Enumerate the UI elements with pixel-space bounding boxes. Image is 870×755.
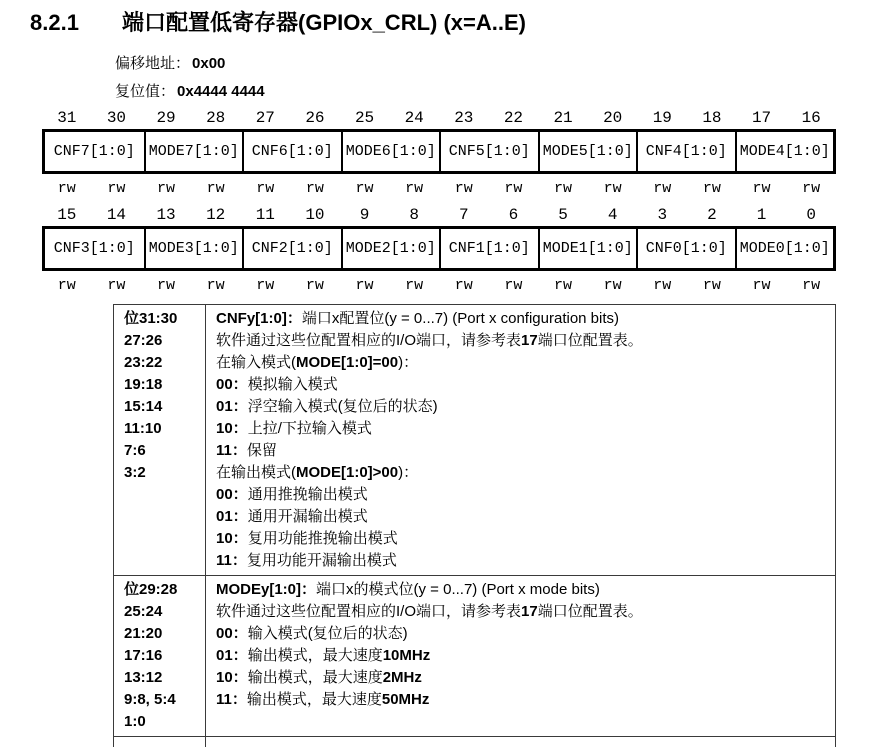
field-title-line [216,579,825,601]
section-heading [30,9,870,37]
offset-address-label: 偏移地址： [115,55,191,72]
text-segment: 2MHz [382,669,422,686]
description-line [216,418,825,440]
description-row [114,575,835,736]
register-bit-diagram [42,109,836,294]
text-segment: 端口位配置表。 [537,603,643,620]
text-segment: )： [398,464,419,481]
bit-field-cell: MODE2[1:0] [341,229,440,268]
bit-number: 5 [558,206,568,224]
text-segment: 01： [216,508,248,525]
field-name: CNFy[1:0]： [216,310,302,327]
bit-description-table [113,304,836,737]
access-type: rw [405,180,424,197]
access-type: rw [256,180,275,197]
text-segment: 输出模式，最大速度 [246,691,382,708]
bit-number: 29 [156,109,176,127]
text-segment: 00： [216,625,248,642]
bit-range-line: 3:2 [124,464,146,481]
bit-number: 17 [751,109,772,127]
bit-number: 22 [503,109,524,127]
bit-field-cell: MODE6[1:0] [341,132,440,171]
bit-range-line: 15:14 [124,398,163,415]
access-type: rw [405,277,424,294]
text-segment: 复用功能开漏输出模式 [246,552,397,569]
bit-number: 16 [801,109,821,127]
text-segment: 01： [216,398,248,415]
bit-number: 30 [106,109,127,127]
access-type: rw [107,277,126,294]
bit-range-line: 位31:30 [124,310,178,327]
bit-range-line: 21:20 [124,625,163,642]
text-segment: 浮空输入模式(复位后的状态) [247,398,438,415]
text-segment: 模拟输入模式 [247,376,338,393]
register-row-high [42,109,836,197]
text-segment: 在输出模式( [216,464,296,481]
bit-range-line: 7:6 [124,442,146,459]
text-segment: 软件通过这些位配置相应的I/O端口，请参考表 [216,603,522,620]
bit-number: 27 [255,109,275,127]
access-type: rw [256,277,275,294]
description-line [216,484,825,506]
access-type: rw [157,180,176,197]
access-type: rw [554,180,573,197]
bit-number: 1 [756,206,767,224]
bit-number: 28 [206,109,226,127]
access-type: rw [206,277,225,294]
description-line [216,374,825,396]
text-segment: 17 [521,603,538,620]
bit-number: 24 [404,109,424,127]
bit-range-line: 27:26 [124,332,163,349]
bit-number: 26 [305,109,325,127]
bit-number: 15 [57,206,77,224]
access-type: rw [603,277,622,294]
bit-number: 14 [106,206,127,224]
register-row-low [42,206,836,294]
bit-number: 19 [652,109,672,127]
description-line [216,689,825,711]
text-segment: 50MHz [381,691,430,708]
text-segment: 输入模式(复位后的状态) [247,625,408,642]
bit-field-cell: CNF3[1:0] [53,240,135,257]
text-segment: )： [398,354,419,371]
access-type: rw [802,180,821,197]
access-type: rw [355,277,374,294]
bit-range-line: 19:18 [124,376,163,393]
text-segment: 10： [216,530,248,547]
bit-range-cell [114,576,206,736]
bit-number: 6 [508,206,519,224]
text-segment: 00： [216,486,248,503]
access-type: rw [802,277,821,294]
text-segment: 复用功能推挽输出模式 [247,530,398,547]
bit-number: 31 [57,109,77,127]
access-type: rw [653,180,672,197]
offset-address-value: 0x00 [192,55,226,72]
access-types-row [42,181,836,197]
access-type: rw [454,277,473,294]
bit-range-line: 1:0 [124,713,146,730]
field-title: 端口x的模式位(y = 0...7) (Port x mode bits) [316,581,600,598]
bit-range-line: 11:10 [124,420,162,437]
field-description-cell [206,576,835,736]
bit-field-cell: CNF1[1:0] [439,229,538,268]
bit-field-cell: MODE3[1:0] [144,229,243,268]
bit-field-cell: MODE0[1:0] [735,229,834,268]
bit-field-cell: CNF0[1:0] [636,229,735,268]
access-type: rw [157,277,176,294]
text-segment: 17 [521,332,538,349]
access-type: rw [107,180,126,197]
bit-field-cell: MODE4[1:0] [735,132,834,171]
text-segment: 上拉/下拉输入模式 [247,420,372,437]
text-segment: 01： [216,647,248,664]
bit-number: 0 [806,206,816,224]
bit-field-cell: CNF6[1:0] [242,132,341,171]
bit-range-line: 23:22 [124,354,163,371]
bit-field-cell: CNF2[1:0] [242,229,341,268]
access-type: rw [702,180,721,197]
access-type: rw [653,277,672,294]
access-type: rw [305,180,324,197]
manual-page [0,9,870,755]
description-line [216,330,825,352]
bit-field-cell: CNF4[1:0] [636,132,735,171]
bit-number: 8 [409,206,419,224]
description-line [216,601,825,623]
bit-range-line: 25:24 [124,603,163,620]
description-line [216,440,825,462]
bit-numbers-row [42,206,836,224]
text-segment: 软件通过这些位配置相应的I/O端口，请参考表 [216,332,522,349]
bit-number: 25 [354,109,375,127]
bit-range-line: 17:16 [124,647,163,664]
text-segment: 11： [216,552,247,569]
bit-field-cell: MODE1[1:0] [538,229,637,268]
text-segment: 11： [216,442,247,459]
description-line [216,528,825,550]
access-type: rw [702,277,721,294]
bit-number: 2 [707,206,717,224]
access-type: rw [57,277,76,294]
field-title-line [216,308,825,330]
field-title: 端口x配置位(y = 0...7) (Port x configuration bits) [301,310,620,327]
access-type: rw [504,277,523,294]
access-type: rw [355,180,374,197]
text-segment: 00： [216,376,248,393]
bit-range-line: 位29:28 [124,581,178,598]
bit-field-cell: CNF7[1:0] [53,143,135,160]
access-type: rw [454,180,473,197]
section-number: 8.2.1 [30,10,79,35]
field-description-cell [206,305,835,575]
reset-value-label: 复位值： [115,83,176,100]
text-segment: 10MHz [382,647,431,664]
access-type: rw [752,180,771,197]
text-segment: 11： [216,691,247,708]
register-fields-row [42,226,836,271]
text-segment: 端口位配置表。 [537,332,643,349]
bit-field-cell: MODE7[1:0] [144,132,243,171]
page-title: 端口配置低寄存器(GPIOx_CRL) (x=A..E) [122,10,526,35]
bit-range-line: 9:8, 5:4 [124,691,176,708]
bit-number: 13 [156,206,176,224]
text-segment: 通用推挽输出模式 [247,486,368,503]
text-segment: 输出模式，最大速度 [247,647,383,664]
text-segment: 在输入模式( [216,354,296,371]
bit-number: 23 [454,109,474,127]
description-line [216,667,825,689]
access-type: rw [504,180,523,197]
register-fields-row [42,129,836,174]
bit-number: 7 [459,206,469,224]
description-line [216,645,825,667]
access-type: rw [752,277,771,294]
text-segment: MODE[1:0]>00 [296,464,399,481]
text-segment: 保留 [246,442,277,459]
access-type: rw [206,180,225,197]
description-row [114,305,835,575]
reset-value: 0x4444 4444 [177,83,265,100]
bit-number: 20 [603,109,623,127]
text-segment: MODE[1:0]=00 [296,354,399,371]
access-type: rw [554,277,573,294]
description-line [216,352,825,374]
access-types-row [42,278,836,294]
text-segment: 通用开漏输出模式 [247,508,368,525]
description-line [216,462,825,484]
bit-number: 21 [553,109,573,127]
description-line [216,623,825,645]
access-type: rw [603,180,622,197]
access-type: rw [305,277,324,294]
bit-number: 3 [657,206,668,224]
bit-number: 9 [359,206,370,224]
bit-number: 10 [305,206,325,224]
bit-range-cell [114,305,206,575]
bit-number: 12 [206,206,226,224]
text-segment: 10： [216,420,248,437]
bit-number: 4 [607,206,618,224]
bit-number: 11 [255,206,275,224]
access-type: rw [57,180,76,197]
description-line [216,550,825,572]
text-segment: 输出模式，最大速度 [247,669,383,686]
bit-range-line: 13:12 [124,669,163,686]
text-segment: 10： [216,669,248,686]
description-line [216,506,825,528]
bit-field-cell: MODE5[1:0] [538,132,637,171]
description-line [216,396,825,418]
bit-number: 18 [702,109,722,127]
offset-address-line [115,54,870,74]
bit-numbers-row [42,109,836,127]
field-name: MODEy[1:0]： [216,581,317,598]
reset-value-line [115,82,870,102]
bit-field-cell: CNF5[1:0] [439,132,538,171]
